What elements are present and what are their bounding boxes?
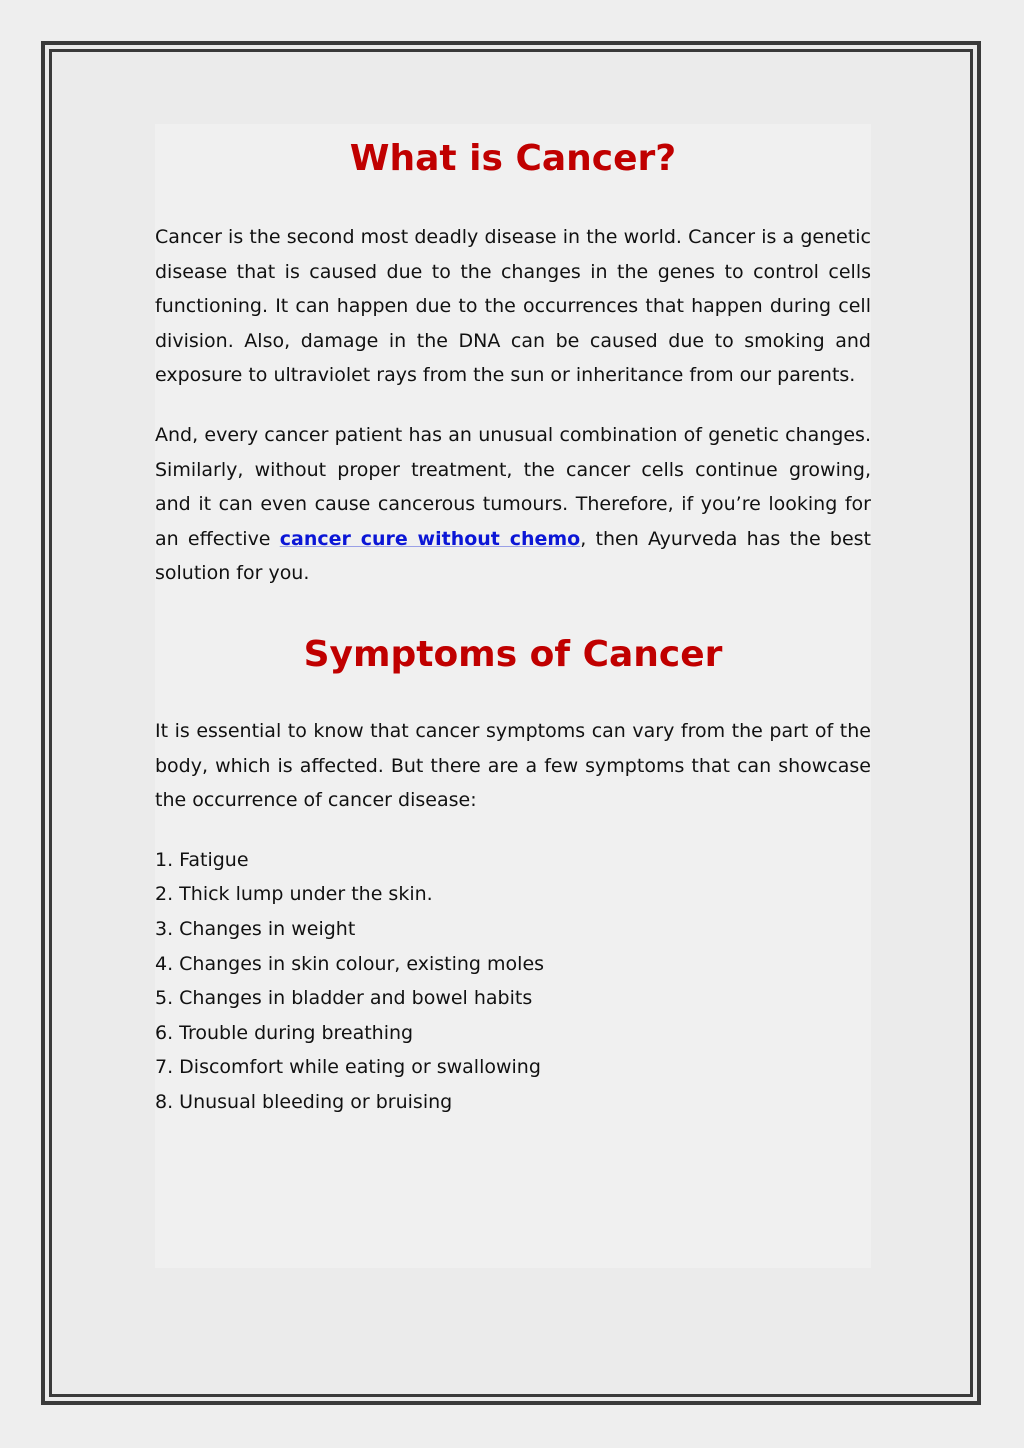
section-title-symptoms: Symptoms of Cancer	[303, 633, 723, 675]
symptom-item: 7. Discomfort while eating or swallowing	[155, 1056, 541, 1079]
paragraph-text-after-link: , then Ayurveda has the best solution for you.	[155, 527, 871, 585]
section-title-what-is-cancer: What is Cancer?	[349, 138, 677, 179]
cancer-cure-link[interactable]: cancer cure without chemo	[279, 527, 581, 550]
paragraph-genetic-changes	[155, 418, 871, 591]
paragraph-symptoms-intro: It is essential to know that cancer symptoms can vary from the part of the body, which is affected. But there are a few symptoms that can showcase the occurrence of cancer disease:	[155, 719, 871, 812]
symptom-item: 8. Unusual bleeding or bruising	[155, 1090, 453, 1113]
symptom-item: 6. Trouble during breathing	[155, 1021, 414, 1044]
symptom-item: 5. Changes in bladder and bowel habits	[155, 987, 533, 1010]
paragraph-text-before-link: And, every cancer patient has an unusual combination of genetic changes. Similarly, without proper treatment, the cancer cells continue growing, and it can even cause cancerous tumours. Therefore, if you’re looking for an effective	[155, 423, 871, 550]
symptom-item: 1. Fatigue	[155, 848, 249, 871]
document-content	[155, 124, 871, 1119]
symptom-list	[155, 843, 871, 1120]
symptom-item: 2. Thick lump under the skin.	[155, 883, 433, 906]
symptom-item: 4. Changes in skin colour, existing moles	[155, 952, 545, 975]
symptom-item: 3. Changes in weight	[155, 917, 356, 940]
paragraph-cancer-definition: Cancer is the second most deadly disease in the world. Cancer is a genetic disease that is caused due to the changes in the genes to control cells functioning. It can happen due to the occurrences that happen during cell division. Also, damage in the DNA can be caused due to smoking and exposure to ultraviolet rays from the sun or inheritance from our parents.	[155, 226, 871, 387]
